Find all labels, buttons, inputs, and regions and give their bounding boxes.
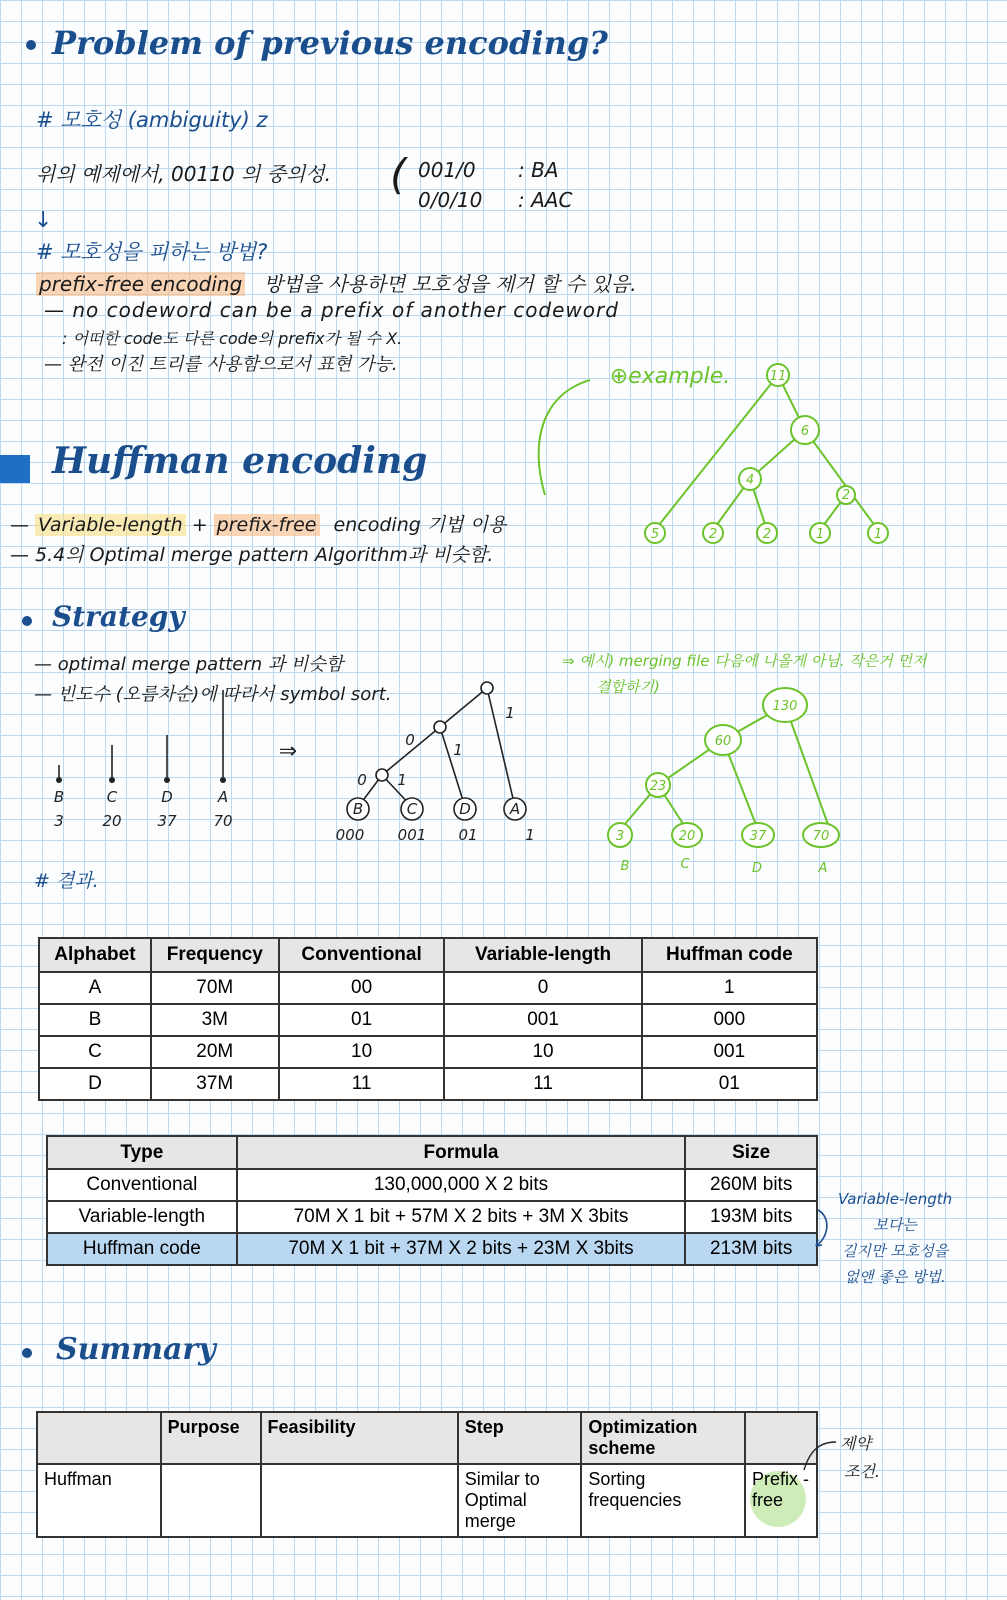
cell: 01	[642, 1068, 817, 1100]
cell: D	[39, 1068, 151, 1100]
cell: 10	[279, 1036, 445, 1068]
sort-freq: 70	[213, 812, 233, 830]
table-row	[47, 1201, 817, 1233]
summary-side-arrow	[790, 1436, 840, 1476]
prefix-free-text: Prefix -free	[752, 1469, 810, 1510]
cell	[161, 1464, 261, 1537]
summary-table	[36, 1411, 818, 1538]
green-note-1: ⇒ 예시) merging file 다음에 나올게 아님. 작은거 먼저	[562, 652, 927, 670]
summary-header-feasibility: Feasibility	[261, 1412, 458, 1464]
header-type: Type	[47, 1136, 237, 1169]
cell: 70M X 1 bit + 57M X 2 bits + 3M X 3bits	[237, 1201, 686, 1233]
tree-root	[481, 682, 493, 694]
example-node-text: 5	[650, 527, 660, 542]
green-merge-tree	[595, 680, 865, 880]
cell: 00	[279, 972, 445, 1004]
merge-node-text: 20	[678, 829, 696, 844]
summary-header-step: Step	[458, 1412, 582, 1464]
cell: B	[39, 1004, 151, 1036]
side-note-line: 보다는	[873, 1216, 917, 1234]
table-row	[39, 1004, 817, 1036]
merge-node-text: 70	[812, 829, 830, 844]
table-row	[39, 1036, 817, 1068]
example-node-text: 2	[841, 488, 851, 503]
edge-label: 1	[453, 741, 463, 759]
transform-arrow: ⇒	[278, 739, 298, 764]
header-frequency: Frequency	[151, 938, 279, 972]
cell	[261, 1464, 458, 1537]
prefix-free-highlight: prefix-free encoding	[36, 272, 245, 296]
cell: 11	[279, 1068, 445, 1100]
tree-node-1	[376, 769, 388, 781]
down-arrow: ↓	[34, 208, 53, 233]
summary-header-purpose: Purpose	[161, 1412, 261, 1464]
cell: Variable-length	[47, 1201, 237, 1233]
bullet-dot	[22, 1348, 32, 1358]
table-row	[39, 1068, 817, 1100]
edge-label: 1	[505, 704, 515, 722]
merge-node-text: 3	[615, 829, 625, 844]
side-note-line: 조건.	[844, 1462, 880, 1481]
example-node-text: 1	[873, 527, 883, 542]
bullet-dot	[22, 616, 32, 626]
cell: 11	[444, 1068, 641, 1100]
section-title-summary: Summary	[56, 1332, 216, 1367]
case1-result: : BA	[518, 158, 559, 182]
merge-leaf-label: C	[680, 857, 690, 872]
plus-sign: +	[191, 514, 208, 536]
side-note-line: 없앤 좋은 방법.	[844, 1268, 946, 1286]
edge-label: 0	[405, 731, 415, 749]
tree-code: 001	[397, 826, 427, 844]
example-label: ⊕example.	[609, 364, 731, 389]
section-marker	[0, 455, 30, 483]
sort-symbol: B	[53, 788, 65, 806]
section-title-huffman: Huffman encoding	[52, 440, 428, 482]
cell: C	[39, 1036, 151, 1068]
summary-header-optimization: Optimization scheme	[581, 1412, 745, 1464]
sort-freq: 20	[102, 812, 122, 830]
merge-leaf-label: B	[620, 859, 630, 874]
header-variable-length: Variable-length	[444, 938, 641, 972]
cell: 10	[444, 1036, 641, 1068]
avoid-heading: # 모호성을 피하는 방법?	[36, 240, 268, 264]
cell: Huffman	[37, 1464, 161, 1537]
size-comparison-table	[46, 1135, 818, 1266]
table-row-highlighted	[47, 1233, 817, 1265]
prefix-free-line	[36, 268, 637, 297]
cell: 0	[444, 972, 641, 1004]
cell: 001	[444, 1004, 641, 1036]
cell: 213M bits	[685, 1233, 817, 1265]
example-node-text: 2	[708, 527, 718, 542]
cell: 70M	[151, 972, 279, 1004]
sort-freq: 3	[54, 812, 64, 830]
merge-leaf-label: A	[818, 861, 828, 876]
cell: 260M bits	[685, 1169, 817, 1201]
sort-symbol: D	[161, 788, 173, 806]
summary-header-empty	[37, 1412, 161, 1464]
example-tree	[530, 355, 910, 555]
tree-code: 000	[335, 826, 365, 844]
edge-label: 0	[361, 820, 363, 821]
merge-node-text: 23	[649, 779, 667, 794]
sort-symbol: A	[217, 788, 229, 806]
table2-side-note	[838, 1186, 952, 1290]
side-note-line: 길지만 모호성을	[841, 1242, 949, 1260]
header-huffman-code: Huffman code	[642, 938, 817, 972]
section-title-strategy: Strategy	[52, 600, 185, 633]
cell: 130,000,000 X 2 bits	[237, 1169, 686, 1201]
green-note-2: 결합하기)	[596, 678, 660, 696]
huffman-line2: — 5.4의 Optimal merge pattern Algorithm과 비슷함.	[10, 544, 494, 566]
example-node-text: 11	[769, 369, 787, 384]
table-row	[39, 972, 817, 1004]
prefix-free-rest: 방법을 사용하면 모호성을 제거 할 수 있음.	[263, 272, 637, 296]
case1-code: 001/0	[418, 158, 476, 182]
side-note-arrow	[808, 1208, 838, 1254]
cell: A	[39, 972, 151, 1004]
summary-row	[37, 1464, 817, 1537]
cell: 01	[279, 1004, 445, 1036]
example-node-text: 4	[745, 473, 755, 488]
example-node-text: 1	[815, 527, 825, 542]
edge-label: 0	[357, 771, 367, 789]
summary-side-note	[840, 1430, 880, 1486]
tree-code: 01	[458, 826, 478, 844]
sort-freq: 37	[157, 812, 177, 830]
tree-node-2	[434, 721, 446, 733]
side-note-line: 제약	[840, 1434, 871, 1453]
tree-leaf-label: B	[352, 800, 364, 818]
header-size: Size	[685, 1136, 817, 1169]
cell: 000	[642, 1004, 817, 1036]
tree-leaf-label: A	[509, 800, 521, 818]
cell: 37M	[151, 1068, 279, 1100]
header-formula: Formula	[237, 1136, 686, 1169]
side-note-line: Variable-length	[838, 1190, 953, 1208]
sort-symbol: C	[106, 788, 118, 806]
header-alphabet: Alphabet	[39, 938, 151, 972]
bullet-codeword: — no codeword can be a prefix of another codeword	[44, 298, 619, 322]
example-node-text: 6	[800, 424, 810, 439]
tree-code: 1	[525, 826, 535, 844]
variable-length-highlight: Variable-length	[35, 514, 186, 536]
cell: 001	[642, 1036, 817, 1068]
cell: 70M X 1 bit + 37M X 2 bits + 23M X 3bits	[237, 1233, 686, 1265]
cell: Conventional	[47, 1169, 237, 1201]
huffman-line1-rest: encoding 기법 이용	[333, 514, 507, 536]
cell: 193M bits	[685, 1201, 817, 1233]
strategy-line2: — 빈도수 (오름차순)에 따라서 symbol sort.	[34, 684, 392, 705]
table-row	[47, 1169, 817, 1201]
case2-result: : AAC	[518, 188, 573, 212]
tree-leaf-label: C	[406, 800, 418, 818]
case2-code: 0/0/10	[418, 188, 483, 212]
merge-leaf-label: D	[751, 861, 763, 876]
brace: (	[390, 150, 407, 199]
result-heading: # 결과.	[34, 870, 99, 892]
tree-leaf-label: D	[459, 800, 471, 818]
example-line: 위의 예제에서, 00110 의 중의성.	[36, 162, 331, 186]
cell: Similar to Optimal merge	[458, 1464, 582, 1537]
huffman-line1: — Variable-length + prefix-free encoding 기법 이용	[10, 514, 507, 536]
example-node-text: 2	[762, 527, 772, 542]
bullet-codeword-note: : 어떠한 code도 다른 code의 prefix가 될 수 X.	[62, 329, 403, 348]
code-comparison-table	[38, 937, 818, 1101]
cell: 3M	[151, 1004, 279, 1036]
ambiguity-heading: # 모호성 (ambiguity) z	[36, 108, 268, 132]
bullet-dot	[26, 40, 36, 50]
merge-node-text: 37	[749, 829, 767, 844]
cell: Sorting frequencies	[581, 1464, 745, 1537]
cell: Huffman code	[47, 1233, 237, 1265]
merge-node-text: 130	[772, 699, 798, 714]
cell: 20M	[151, 1036, 279, 1068]
strategy-line1: — optimal merge pattern 과 비슷함	[34, 654, 344, 675]
sort-and-tree-diagram	[40, 680, 560, 850]
merge-node-text: 60	[714, 734, 732, 749]
edge-label: 1	[397, 771, 407, 789]
prefix-free-highlight-2: prefix-free	[214, 514, 320, 536]
bullet-binary-tree: — 완전 이진 트리를 사용함으로서 표현 가능.	[44, 354, 398, 375]
section-title-problem: Problem of previous encoding?	[52, 24, 608, 62]
cell: 1	[642, 972, 817, 1004]
header-conventional: Conventional	[279, 938, 445, 972]
